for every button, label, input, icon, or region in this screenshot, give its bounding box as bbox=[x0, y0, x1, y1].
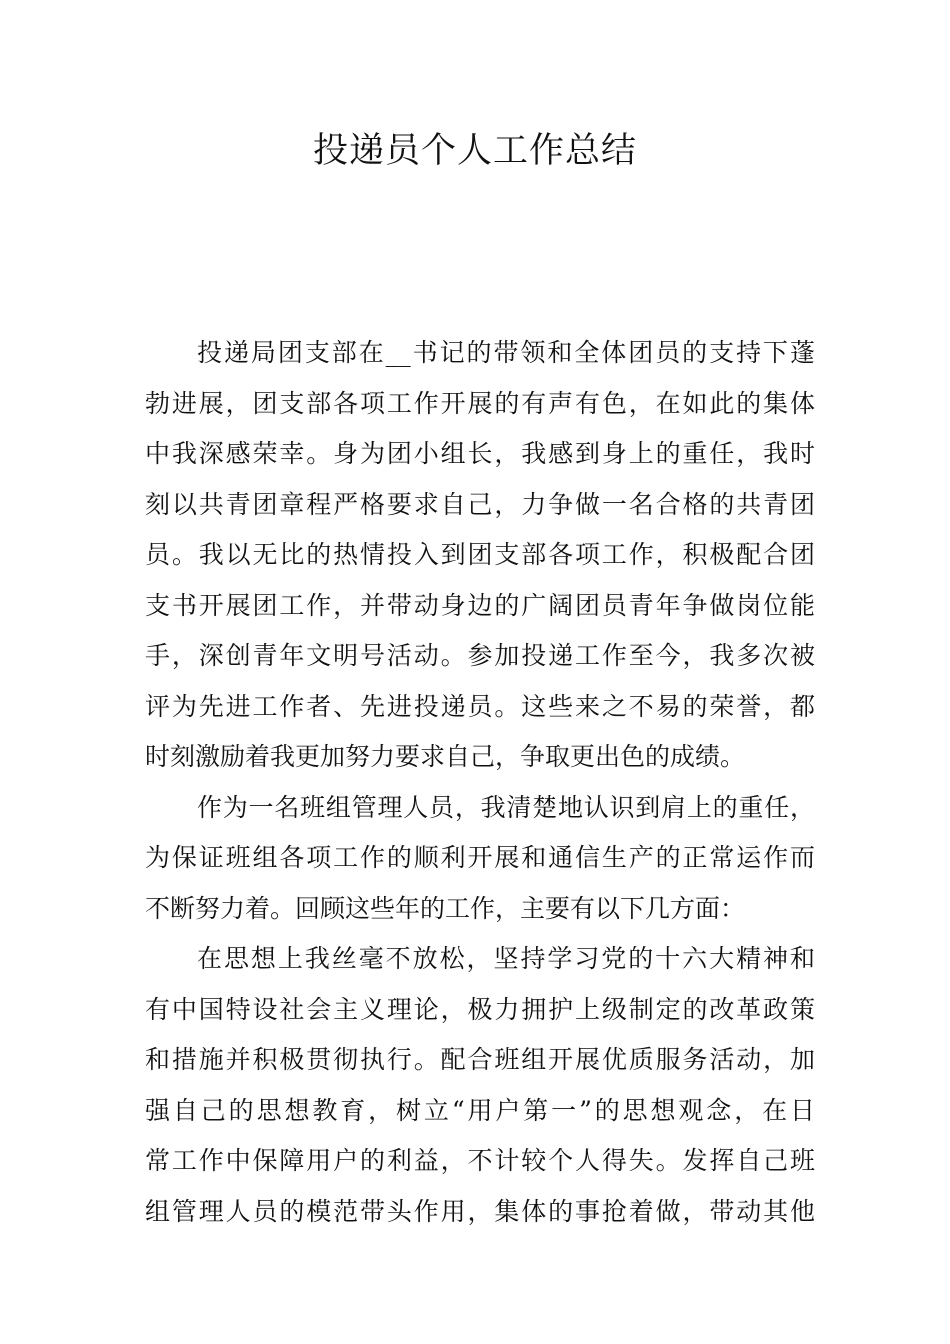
paragraph-2-line-1: 作为一名班组管理人员，我清楚地认识到肩上的重任， bbox=[197, 792, 815, 822]
paragraph-1-line-6: 支书开展团工作，并带动身边的广阔团员青年争做岗位能 bbox=[145, 590, 815, 620]
paragraph-2-line-3: 不断努力着。回顾这些年的工作，主要有以下几方面： bbox=[145, 893, 746, 923]
paragraph-3-line-3: 和措施并积极贯彻执行。配合班组开展优质服务活动，加 bbox=[145, 1045, 815, 1074]
document-body bbox=[145, 328, 815, 1237]
paragraph-3-line-2: 有中国特设社会主义理论，极力拥护上级制定的改革政策 bbox=[145, 994, 815, 1024]
paragraph-1-line-3: 中我深感荣幸。身为团小组长，我感到身上的重任，我时 bbox=[145, 439, 815, 468]
paragraph-3-line-1: 在思想上我丝毫不放松，坚持学习党的十六大精神和 bbox=[197, 944, 815, 973]
paragraph-3-line-5: 常工作中保障用户的利益，不计较个人得失。发挥自己班 bbox=[145, 1146, 815, 1175]
paragraph-1-line-9: 时刻激励着我更加努力要求自己，争取更出色的成绩。 bbox=[145, 742, 746, 771]
paragraph-3-line-4: 强自己的思想教育，树立“用户第一”的思想观念，在日 bbox=[145, 1095, 815, 1125]
document-title: 投递员个人工作总结 bbox=[312, 131, 637, 171]
paragraph-1-line-5: 员。我以无比的热情投入到团支部各项工作，积极配合团 bbox=[145, 540, 815, 569]
paragraph-1-line-7: 手，深创青年文明号活动。参加投递工作至今，我多次被 bbox=[145, 641, 815, 670]
paragraph-1-line-8: 评为先进工作者、先进投递员。这些来之不易的荣誉，都 bbox=[145, 691, 815, 721]
paragraph-2-line-2: 为保证班组各项工作的顺利开展和通信生产的正常运作而 bbox=[145, 843, 815, 872]
paragraph-1-line-2: 勃进展，团支部各项工作开展的有声有色，在如此的集体 bbox=[145, 388, 815, 418]
paragraph-3-line-6: 组管理人员的模范带头作用，集体的事抢着做，带动其他 bbox=[145, 1196, 815, 1226]
paragraph-1-line-1: 投递局团支部在__书记的带领和全体团员的支持下蓬 bbox=[197, 338, 815, 367]
paragraph-1-line-4: 刻以共青团章程严格要求自己，力争做一名合格的共青团 bbox=[145, 489, 815, 519]
